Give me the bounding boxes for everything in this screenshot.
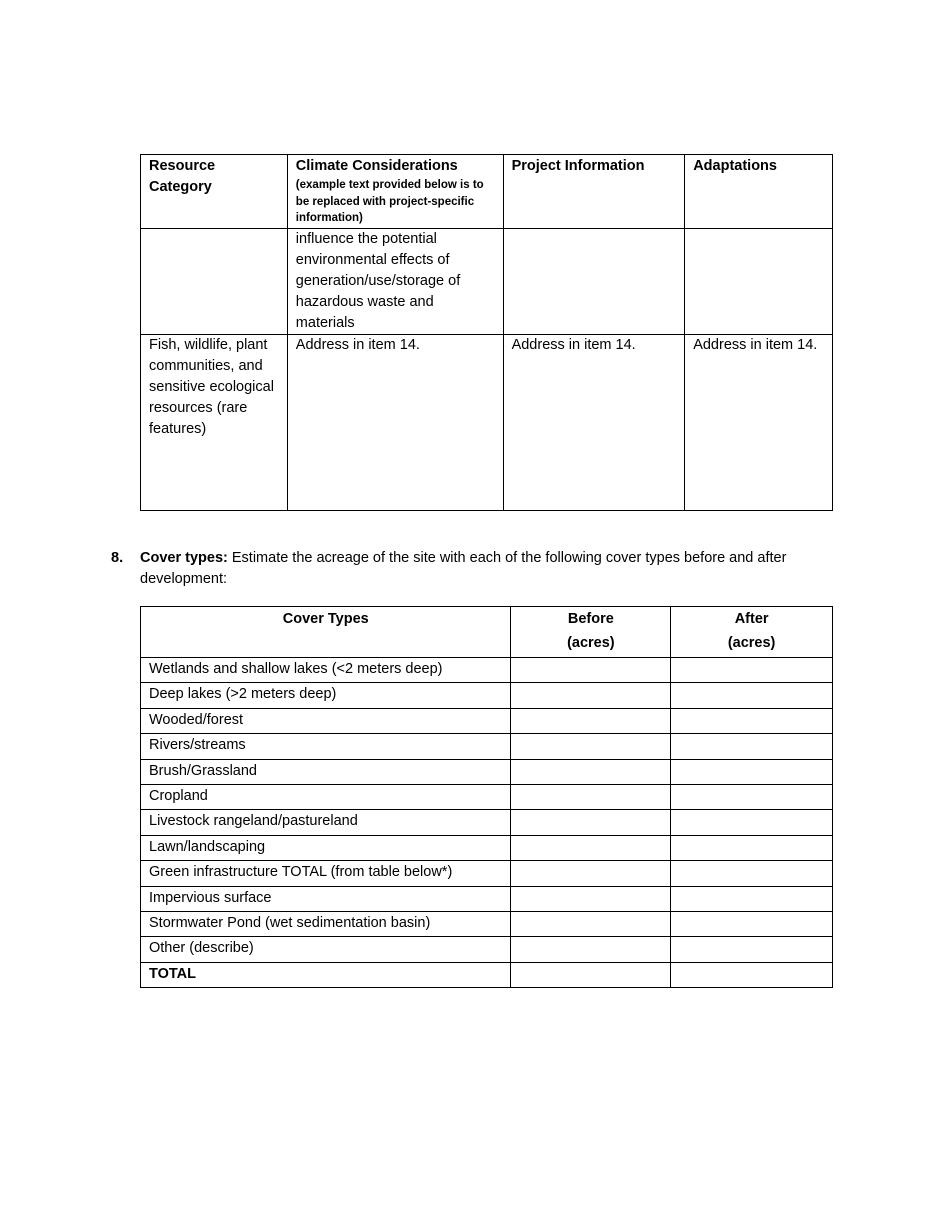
table-row [141, 911, 833, 936]
before-acres-cell[interactable] [511, 708, 671, 733]
cover-type-cell: Livestock rangeland/pastureland [141, 810, 511, 835]
header-climate-title: Climate Considerations [295, 158, 458, 174]
section-description: Estimate the acreage of the site with each of the following cover types before and after development: [140, 550, 787, 587]
total-row [141, 962, 833, 987]
cover-type-cell: Rivers/streams [141, 734, 511, 759]
before-acres-cell[interactable] [511, 937, 671, 962]
header-before-label: Before [567, 611, 614, 627]
table-header-row [141, 155, 833, 229]
climate-cell: influence the potential environmental effects of generation/use/storage of hazardous waste and materials [287, 229, 503, 335]
header-resource-category: Resource Category [141, 155, 288, 229]
cover-type-cell: Deep lakes (>2 meters deep) [141, 683, 511, 708]
cover-type-cell: Wooded/forest [141, 708, 511, 733]
table-row [141, 708, 833, 733]
after-acres-cell[interactable] [671, 810, 833, 835]
cover-type-cell: Green infrastructure TOTAL (from table below*) [141, 861, 511, 886]
header-climate-considerations [287, 155, 503, 229]
section-text [140, 548, 846, 590]
before-acres-cell[interactable] [511, 886, 671, 911]
before-acres-cell[interactable] [511, 784, 671, 809]
adaptations-cell [685, 229, 833, 335]
after-acres-cell[interactable] [671, 734, 833, 759]
header-project-information: Project Information [503, 155, 685, 229]
section-heading: Cover types: [140, 550, 228, 566]
after-acres-cell[interactable] [671, 658, 833, 683]
adaptations-cell: Address in item 14. [685, 335, 833, 511]
before-acres-cell[interactable] [511, 734, 671, 759]
table-row [141, 937, 833, 962]
table-row [141, 658, 833, 683]
after-acres-cell[interactable] [671, 784, 833, 809]
table-row [141, 784, 833, 809]
after-acres-cell[interactable] [671, 835, 833, 860]
header-after-label: After [734, 611, 769, 627]
before-acres-cell[interactable] [511, 835, 671, 860]
after-acres-cell[interactable] [671, 708, 833, 733]
table-row [141, 734, 833, 759]
cover-type-cell: Lawn/landscaping [141, 835, 511, 860]
table-row [141, 683, 833, 708]
header-before [511, 607, 671, 658]
climate-cell: Address in item 14. [287, 335, 503, 511]
before-acres-cell[interactable] [511, 683, 671, 708]
table-row [141, 835, 833, 860]
table-row [141, 229, 833, 335]
project-cell: Address in item 14. [503, 335, 685, 511]
table-row [141, 886, 833, 911]
after-acres-cell[interactable] [671, 759, 833, 784]
header-cover-types: Cover Types [141, 607, 511, 658]
cover-types-table [140, 606, 833, 988]
table-header-row [141, 607, 833, 658]
header-adaptations: Adaptations [685, 155, 833, 229]
table-row [141, 810, 833, 835]
cover-type-cell: Other (describe) [141, 937, 511, 962]
project-cell [503, 229, 685, 335]
table-row [141, 335, 833, 511]
header-after-unit: (acres) [727, 635, 776, 651]
after-acres-cell[interactable] [671, 911, 833, 936]
section-8-cover-types [111, 548, 846, 590]
cover-type-cell: Impervious surface [141, 886, 511, 911]
cover-type-cell: Wetlands and shallow lakes (<2 meters deep) [141, 658, 511, 683]
resource-cell: Fish, wildlife, plant communities, and sensitive ecological resources (rare features) [141, 335, 288, 511]
after-acres-cell[interactable] [671, 683, 833, 708]
after-acres-cell[interactable] [671, 886, 833, 911]
table-row [141, 759, 833, 784]
resource-cell [141, 229, 288, 335]
header-after [671, 607, 833, 658]
before-acres-cell[interactable] [511, 911, 671, 936]
climate-considerations-table [140, 154, 833, 511]
table-row [141, 861, 833, 886]
before-acres-cell[interactable] [511, 962, 671, 987]
before-acres-cell[interactable] [511, 861, 671, 886]
before-acres-cell[interactable] [511, 658, 671, 683]
header-climate-note: (example text provided below is to be replaced with project-specific information) [295, 179, 484, 224]
cover-type-cell: Stormwater Pond (wet sedimentation basin) [141, 911, 511, 936]
section-number: 8. [111, 550, 124, 566]
cover-type-cell: Brush/Grassland [141, 759, 511, 784]
header-before-unit: (acres) [567, 635, 615, 651]
cover-type-cell: TOTAL [141, 962, 511, 987]
after-acres-cell[interactable] [671, 937, 833, 962]
after-acres-cell[interactable] [671, 861, 833, 886]
after-acres-cell[interactable] [671, 962, 833, 987]
before-acres-cell[interactable] [511, 759, 671, 784]
before-acres-cell[interactable] [511, 810, 671, 835]
cover-type-cell: Cropland [141, 784, 511, 809]
